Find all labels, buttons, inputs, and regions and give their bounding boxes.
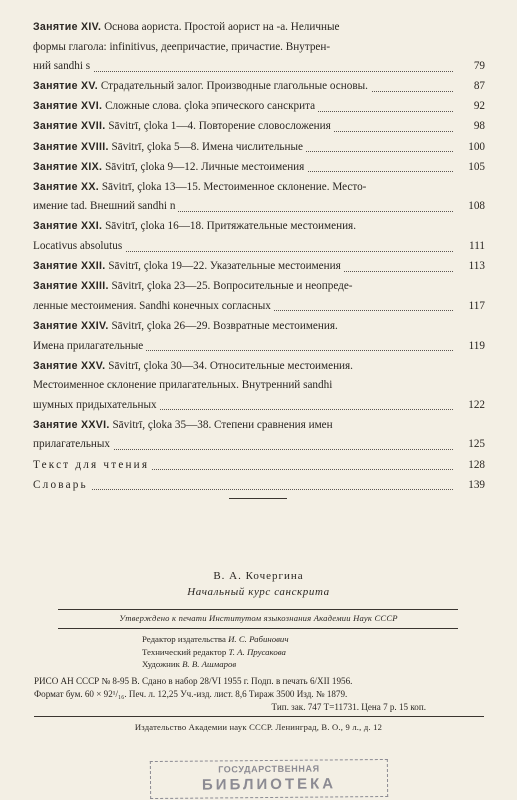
toc-entry-line — [33, 217, 485, 237]
toc-entry — [33, 456, 485, 476]
toc-title-text: ленные местоимения. Sandhi конечных согласных — [33, 299, 271, 312]
toc-entry — [33, 178, 485, 217]
toc-title-text: Местоименное склонение прилагательных. Внутренний sandhi — [33, 379, 333, 392]
toc-entry-line — [33, 435, 485, 455]
lesson-number: Занятие XVII. — [33, 120, 106, 133]
lesson-number: Занятие XXIV. — [33, 319, 109, 332]
toc-title-text: Sāvitrī, çloka 9—12. Личные местоимения — [105, 160, 305, 173]
toc-entry-text — [33, 459, 152, 471]
toc-page-number: 119 — [455, 337, 485, 357]
toc-entry-text — [33, 41, 330, 53]
toc-page-number: 139 — [455, 476, 485, 496]
toc-title-text: Sāvitrī, çloka 26—29. Возвратные местоимения. — [111, 319, 338, 332]
toc-entry — [33, 317, 485, 356]
staff-credits — [142, 633, 289, 671]
print-information — [34, 675, 484, 713]
staff-role: Художник — [142, 659, 180, 670]
toc-title-text: Sāvitrī, çloka 13—15. Местоименное склонение. Место- — [101, 180, 367, 193]
toc-title-text: Sāvitrī, çloka 1—4. Повторение словосложения — [108, 120, 331, 133]
toc-entry — [33, 117, 485, 137]
author-name: В. А. Кочергина — [213, 570, 304, 582]
toc-entry-text — [33, 120, 334, 132]
toc-entry — [33, 97, 485, 117]
toc-entry-text — [33, 240, 125, 252]
toc-entry-line — [33, 257, 485, 277]
lesson-number: Занятие XXV. — [33, 359, 106, 372]
toc-page-number: 125 — [455, 435, 485, 455]
toc-entry-line — [33, 476, 485, 496]
toc-page-number: 128 — [455, 456, 485, 476]
separator-rule — [229, 498, 287, 499]
toc-entry-text — [33, 419, 333, 431]
toc-entry-line — [33, 277, 485, 297]
print-line: Формат бум. 60 × 92¹/₁₆. Печ. л. 12,25 Уч.-изд. лист. 8,6 Тираж 3500 Изд. № 1879. — [34, 688, 348, 699]
toc-entry-text — [33, 260, 344, 272]
toc-entry-line — [33, 97, 485, 117]
toc-entry-line — [33, 376, 485, 396]
print-line: РИСО АН СССР № 8-95 В. Сдано в набор 28/VI 1955 г. Подп. в печать 6/XII 1956. — [34, 676, 353, 686]
toc-entry — [33, 257, 485, 277]
toc-entry-text — [33, 100, 318, 112]
toc-title-text: Sāvitrī, çloka 16—18. Притяжательные местоимения. — [105, 220, 356, 233]
toc-page-number: 92 — [455, 97, 485, 117]
toc-title-text: Sāvitrī, çloka 30—34. Относительные местоимения. — [108, 359, 353, 372]
lesson-number: Занятие XXI. — [33, 220, 103, 233]
toc-entry-text — [33, 181, 366, 193]
toc-title-text: Sāvitrī, çloka 23—25. Вопросительные и неопреде- — [111, 280, 353, 293]
toc-entry-line — [33, 117, 485, 137]
staff-person: В. В. Ашмаров — [182, 659, 237, 670]
lesson-number: Занятие XVIII. — [33, 140, 109, 153]
toc-page-number: 87 — [455, 77, 485, 97]
toc-entry — [33, 158, 485, 178]
stamp-text-main: БИБЛИОТЕКА — [201, 775, 337, 794]
toc-title-text: Словарь — [33, 478, 88, 491]
toc-entry — [33, 18, 485, 77]
publisher-address: Издательство Академии наук СССР. Ленинград, В. О., 9 л., д. 12 — [134, 722, 383, 732]
toc-entry-text — [33, 399, 160, 411]
toc-title-text: Locativus absolutus — [33, 240, 123, 253]
toc-title-text: имение tad. Внешний sandhi n — [33, 200, 176, 213]
toc-entry-line — [33, 416, 485, 436]
toc-entry-line — [33, 237, 485, 257]
rule-middle — [58, 628, 458, 629]
toc-entry-line — [33, 357, 485, 377]
toc-title-text: Sāvitrī, çloka 19—22. Указательные местоимения — [108, 260, 341, 273]
toc-title-text: Sāvitrī, çloka 5—8. Имена числительные — [111, 140, 303, 153]
toc-entry-text — [33, 438, 113, 450]
toc-page-number: 105 — [455, 158, 485, 178]
toc-entry-line — [33, 337, 485, 357]
toc-entry-line — [33, 317, 485, 337]
toc-entry-line — [33, 297, 485, 317]
lesson-number: Занятие XVI. — [33, 100, 103, 113]
toc-entry-text — [33, 141, 306, 153]
staff-person: И. С. Рабинович — [228, 634, 289, 644]
toc-entry-line — [33, 77, 485, 97]
rule-top — [58, 609, 458, 610]
toc-title-text: Основа аориста. Простой аорист на -a. Неличные — [104, 21, 340, 33]
toc-entry-text — [33, 320, 338, 332]
toc-title-text: ний sandhi s — [33, 60, 91, 73]
lesson-number: Занятие XXVI. — [33, 418, 110, 431]
toc-entry-line — [33, 158, 485, 178]
toc-entry — [33, 476, 485, 496]
toc-title-text: Текст для чтения — [33, 458, 150, 471]
staff-line — [142, 658, 289, 671]
toc-title-text: Sāvitrī, çloka 35—38. Степени сравнения имен — [112, 418, 333, 431]
staff-line — [142, 633, 289, 646]
toc-entry-text — [33, 300, 274, 312]
lesson-number: Занятие XX. — [33, 180, 100, 193]
toc-title-text: шумных придыхательных — [33, 398, 157, 411]
toc-entry-text — [33, 220, 356, 232]
lesson-number: Занятие XIX. — [33, 160, 103, 173]
toc-title-text: Страдательный залог. Производные глагольные основы. — [100, 80, 368, 93]
toc-entry — [33, 416, 485, 455]
toc-entry-line — [33, 197, 485, 217]
stamp-text-top: ГОСУДАРСТВЕННАЯ — [218, 763, 320, 775]
toc-entry-text — [33, 60, 93, 72]
toc-page-number: 122 — [455, 396, 485, 416]
toc-entry-text — [33, 340, 146, 352]
toc-entry — [33, 217, 485, 256]
toc-entry — [33, 138, 485, 158]
toc-entry-text — [33, 200, 178, 212]
toc-page-number: 113 — [455, 257, 485, 277]
toc-entry-line — [33, 138, 485, 158]
toc-page-number: 117 — [455, 297, 485, 317]
toc-title-text: Сложные слова. çloka эпического санскрита — [105, 100, 316, 113]
toc-entry-text — [33, 161, 307, 173]
staff-person: Т. А. Прусакова — [228, 646, 286, 657]
toc-page-number: 100 — [455, 138, 485, 158]
toc-entry-text — [33, 379, 332, 391]
approval-line: Утверждено к печати Институтом языкознания Академии Наук СССР — [119, 613, 398, 623]
toc-entry-text — [33, 360, 353, 372]
toc-entry — [33, 77, 485, 97]
toc-page-number: 108 — [455, 197, 485, 217]
rule-bottom — [34, 716, 484, 717]
staff-line — [142, 646, 289, 659]
toc-title-text: прилагательных — [33, 438, 111, 451]
toc-page-number: 98 — [455, 117, 485, 137]
toc-entry-line — [33, 178, 485, 198]
toc-title-text: формы глагола: infinitivus, деепричастие, причастие. Внутрен- — [33, 40, 331, 53]
lesson-number: Занятие XV. — [33, 80, 99, 93]
toc-entry — [33, 277, 485, 316]
toc-entry-line — [33, 456, 485, 476]
lesson-number: Занятие XXII. — [33, 260, 106, 273]
lesson-number: Занятие XXIII. — [33, 280, 109, 293]
table-of-contents — [33, 18, 485, 496]
toc-page-number: 111 — [455, 237, 485, 257]
toc-page-number: 79 — [455, 57, 485, 77]
toc-entry-line — [33, 18, 485, 38]
toc-title-text: Имена прилагательные — [33, 339, 144, 352]
toc-entry-line — [33, 38, 485, 58]
staff-role: Технический редактор — [142, 646, 227, 657]
toc-entry-text — [33, 21, 339, 33]
toc-entry-line — [33, 57, 485, 77]
lesson-number: Занятие XIV. — [33, 21, 102, 33]
print-line: Тип. зак. 747 Т=11731. Цена 7 р. 15 коп. — [271, 701, 426, 712]
library-stamp — [150, 759, 388, 799]
toc-entry-text — [33, 80, 371, 92]
book-title: Начальный курс санскрита — [187, 586, 330, 598]
toc-entry-line — [33, 396, 485, 416]
staff-role: Редактор издательства — [142, 634, 226, 644]
toc-entry-text — [33, 479, 91, 491]
toc-entry-text — [33, 280, 353, 292]
toc-entry — [33, 357, 485, 416]
